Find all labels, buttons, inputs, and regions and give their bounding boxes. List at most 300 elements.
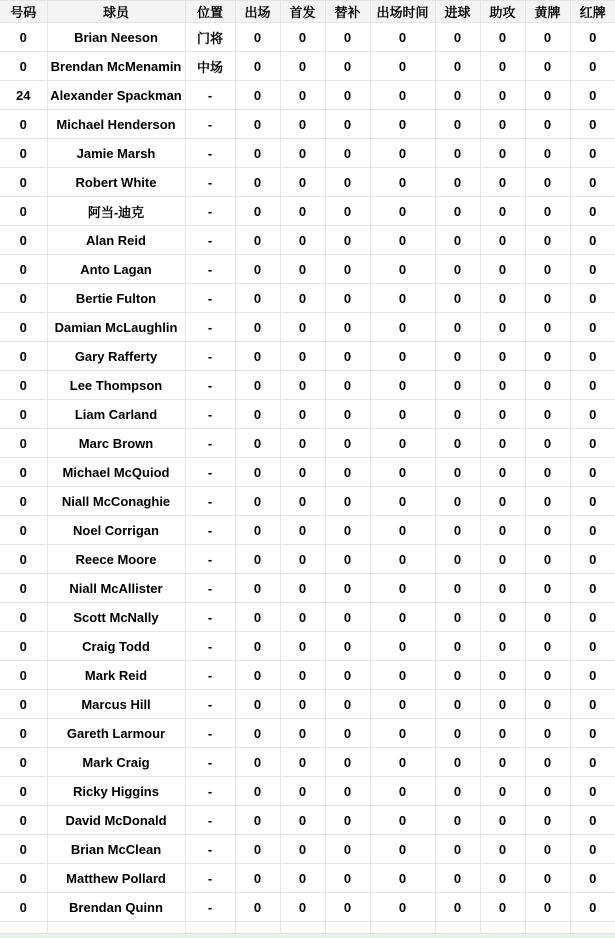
empty-cell (235, 922, 280, 934)
cell-yellow: 0 (525, 574, 570, 603)
cell-red: 0 (570, 632, 615, 661)
cell-starts: 0 (280, 719, 325, 748)
cell-goals: 0 (435, 313, 480, 342)
table-row (0, 690, 615, 719)
cell-subs: 0 (325, 487, 370, 516)
cell-assists: 0 (480, 632, 525, 661)
cell-starts: 0 (280, 168, 325, 197)
cell-player: Niall McAllister (47, 574, 185, 603)
cell-player: Reece Moore (47, 545, 185, 574)
cell-subs: 0 (325, 545, 370, 574)
cell-starts: 0 (280, 487, 325, 516)
cell-yellow: 0 (525, 661, 570, 690)
cell-position: - (185, 400, 235, 429)
table-row (0, 458, 615, 487)
cell-player: Alan Reid (47, 226, 185, 255)
cell-yellow: 0 (525, 284, 570, 313)
cell-number: 0 (0, 400, 47, 429)
cell-assists: 0 (480, 574, 525, 603)
cell-yellow: 0 (525, 806, 570, 835)
cell-minutes: 0 (370, 110, 435, 139)
cell-position: - (185, 255, 235, 284)
cell-minutes: 0 (370, 516, 435, 545)
cell-goals: 0 (435, 81, 480, 110)
cell-appearances: 0 (235, 23, 280, 52)
cell-appearances: 0 (235, 429, 280, 458)
cell-minutes: 0 (370, 661, 435, 690)
cell-player: Brendan Quinn (47, 893, 185, 922)
cell-appearances: 0 (235, 52, 280, 81)
cell-minutes: 0 (370, 313, 435, 342)
cell-position: 门将 (185, 23, 235, 52)
cell-yellow: 0 (525, 168, 570, 197)
cell-position: - (185, 661, 235, 690)
cell-appearances: 0 (235, 458, 280, 487)
cell-subs: 0 (325, 255, 370, 284)
cell-player: Craig Todd (47, 632, 185, 661)
cell-number: 0 (0, 632, 47, 661)
cell-minutes: 0 (370, 400, 435, 429)
cell-appearances: 0 (235, 574, 280, 603)
cell-assists: 0 (480, 893, 525, 922)
empty-cell (525, 922, 570, 934)
cell-goals: 0 (435, 893, 480, 922)
cell-minutes: 0 (370, 255, 435, 284)
table-row (0, 777, 615, 806)
cell-number: 0 (0, 168, 47, 197)
cell-subs: 0 (325, 835, 370, 864)
cell-minutes: 0 (370, 806, 435, 835)
cell-position: - (185, 342, 235, 371)
cell-minutes: 0 (370, 574, 435, 603)
cell-starts: 0 (280, 429, 325, 458)
table-row (0, 139, 615, 168)
cell-yellow: 0 (525, 226, 570, 255)
cell-appearances: 0 (235, 81, 280, 110)
table-row (0, 81, 615, 110)
cell-number: 0 (0, 23, 47, 52)
cell-subs: 0 (325, 23, 370, 52)
cell-position: - (185, 806, 235, 835)
cell-appearances: 0 (235, 197, 280, 226)
cell-appearances: 0 (235, 835, 280, 864)
cell-position: - (185, 690, 235, 719)
cell-appearances: 0 (235, 168, 280, 197)
empty-cell (570, 922, 615, 934)
cell-position: - (185, 139, 235, 168)
cell-assists: 0 (480, 197, 525, 226)
cell-position: - (185, 458, 235, 487)
cell-subs: 0 (325, 429, 370, 458)
cell-minutes: 0 (370, 777, 435, 806)
cell-appearances: 0 (235, 342, 280, 371)
cell-goals: 0 (435, 139, 480, 168)
table-row (0, 313, 615, 342)
cell-player: Liam Carland (47, 400, 185, 429)
cell-number: 0 (0, 313, 47, 342)
cell-minutes: 0 (370, 197, 435, 226)
column-header-starts: 首发 (280, 1, 325, 23)
cell-player: Scott McNally (47, 603, 185, 632)
cell-starts: 0 (280, 313, 325, 342)
cell-goals: 0 (435, 458, 480, 487)
cell-goals: 0 (435, 52, 480, 81)
cell-subs: 0 (325, 284, 370, 313)
cell-assists: 0 (480, 835, 525, 864)
cell-starts: 0 (280, 603, 325, 632)
cell-number: 0 (0, 197, 47, 226)
cell-goals: 0 (435, 748, 480, 777)
cell-starts: 0 (280, 661, 325, 690)
cell-yellow: 0 (525, 429, 570, 458)
cell-player: Bertie Fulton (47, 284, 185, 313)
cell-position: - (185, 719, 235, 748)
cell-red: 0 (570, 458, 615, 487)
table-row (0, 110, 615, 139)
cell-goals: 0 (435, 632, 480, 661)
cell-yellow: 0 (525, 487, 570, 516)
cell-player: Brian McClean (47, 835, 185, 864)
cell-position: - (185, 284, 235, 313)
cell-subs: 0 (325, 458, 370, 487)
cell-assists: 0 (480, 23, 525, 52)
cell-number: 0 (0, 574, 47, 603)
table-row (0, 806, 615, 835)
cell-goals: 0 (435, 23, 480, 52)
cell-red: 0 (570, 197, 615, 226)
cell-number: 0 (0, 603, 47, 632)
cell-subs: 0 (325, 400, 370, 429)
cell-red: 0 (570, 545, 615, 574)
cell-red: 0 (570, 284, 615, 313)
table-row (0, 400, 615, 429)
cell-position: - (185, 864, 235, 893)
cell-appearances: 0 (235, 313, 280, 342)
cell-assists: 0 (480, 313, 525, 342)
cell-red: 0 (570, 690, 615, 719)
cell-starts: 0 (280, 516, 325, 545)
cell-appearances: 0 (235, 748, 280, 777)
cell-minutes: 0 (370, 52, 435, 81)
cell-position: - (185, 81, 235, 110)
cell-appearances: 0 (235, 719, 280, 748)
page-background-strip (0, 934, 615, 938)
cell-number: 0 (0, 226, 47, 255)
empty-cell (480, 922, 525, 934)
empty-row (0, 922, 615, 934)
table-row (0, 255, 615, 284)
cell-position: - (185, 893, 235, 922)
cell-red: 0 (570, 429, 615, 458)
cell-position: - (185, 777, 235, 806)
cell-player: Mark Reid (47, 661, 185, 690)
cell-number: 0 (0, 893, 47, 922)
cell-position: - (185, 835, 235, 864)
cell-red: 0 (570, 139, 615, 168)
cell-appearances: 0 (235, 864, 280, 893)
cell-assists: 0 (480, 864, 525, 893)
cell-minutes: 0 (370, 284, 435, 313)
cell-assists: 0 (480, 342, 525, 371)
cell-minutes: 0 (370, 23, 435, 52)
cell-subs: 0 (325, 893, 370, 922)
cell-yellow: 0 (525, 110, 570, 139)
table-row (0, 574, 615, 603)
cell-assists: 0 (480, 110, 525, 139)
cell-starts: 0 (280, 893, 325, 922)
cell-goals: 0 (435, 545, 480, 574)
cell-assists: 0 (480, 81, 525, 110)
cell-minutes: 0 (370, 226, 435, 255)
table-row (0, 893, 615, 922)
cell-player: Marcus Hill (47, 690, 185, 719)
cell-number: 0 (0, 458, 47, 487)
cell-minutes: 0 (370, 139, 435, 168)
cell-appearances: 0 (235, 139, 280, 168)
cell-assists: 0 (480, 487, 525, 516)
cell-subs: 0 (325, 168, 370, 197)
cell-yellow: 0 (525, 52, 570, 81)
cell-number: 0 (0, 748, 47, 777)
cell-yellow: 0 (525, 864, 570, 893)
cell-player: Lee Thompson (47, 371, 185, 400)
cell-yellow: 0 (525, 255, 570, 284)
cell-number: 0 (0, 110, 47, 139)
cell-goals: 0 (435, 284, 480, 313)
cell-number: 0 (0, 661, 47, 690)
cell-goals: 0 (435, 226, 480, 255)
cell-appearances: 0 (235, 603, 280, 632)
cell-minutes: 0 (370, 719, 435, 748)
column-header-subs: 替补 (325, 1, 370, 23)
cell-red: 0 (570, 806, 615, 835)
cell-player: Mark Craig (47, 748, 185, 777)
cell-starts: 0 (280, 458, 325, 487)
table-row (0, 284, 615, 313)
cell-number: 0 (0, 806, 47, 835)
cell-assists: 0 (480, 226, 525, 255)
cell-number: 0 (0, 864, 47, 893)
cell-appearances: 0 (235, 893, 280, 922)
cell-starts: 0 (280, 690, 325, 719)
empty-cell (325, 922, 370, 934)
table-row (0, 23, 615, 52)
cell-goals: 0 (435, 516, 480, 545)
table-row (0, 168, 615, 197)
table-row (0, 719, 615, 748)
cell-player: Noel Corrigan (47, 516, 185, 545)
cell-goals: 0 (435, 110, 480, 139)
cell-number: 0 (0, 52, 47, 81)
cell-red: 0 (570, 719, 615, 748)
cell-player: Matthew Pollard (47, 864, 185, 893)
cell-position: - (185, 168, 235, 197)
cell-minutes: 0 (370, 864, 435, 893)
cell-number: 0 (0, 719, 47, 748)
cell-minutes: 0 (370, 429, 435, 458)
cell-player: Michael McQuiod (47, 458, 185, 487)
cell-red: 0 (570, 371, 615, 400)
cell-number: 24 (0, 81, 47, 110)
cell-player: Ricky Higgins (47, 777, 185, 806)
cell-yellow: 0 (525, 893, 570, 922)
cell-red: 0 (570, 777, 615, 806)
cell-appearances: 0 (235, 690, 280, 719)
cell-assists: 0 (480, 400, 525, 429)
cell-starts: 0 (280, 806, 325, 835)
cell-goals: 0 (435, 864, 480, 893)
cell-appearances: 0 (235, 226, 280, 255)
cell-minutes: 0 (370, 690, 435, 719)
cell-starts: 0 (280, 52, 325, 81)
cell-number: 0 (0, 342, 47, 371)
cell-starts: 0 (280, 632, 325, 661)
column-header-appearances: 出场 (235, 1, 280, 23)
cell-yellow: 0 (525, 458, 570, 487)
table-row (0, 603, 615, 632)
cell-appearances: 0 (235, 487, 280, 516)
column-header-player: 球员 (47, 1, 185, 23)
cell-minutes: 0 (370, 168, 435, 197)
table-row (0, 864, 615, 893)
cell-appearances: 0 (235, 284, 280, 313)
cell-player: Damian McLaughlin (47, 313, 185, 342)
cell-number: 0 (0, 690, 47, 719)
cell-subs: 0 (325, 603, 370, 632)
cell-red: 0 (570, 661, 615, 690)
cell-red: 0 (570, 226, 615, 255)
cell-starts: 0 (280, 371, 325, 400)
cell-assists: 0 (480, 661, 525, 690)
cell-red: 0 (570, 81, 615, 110)
cell-yellow: 0 (525, 632, 570, 661)
cell-subs: 0 (325, 139, 370, 168)
cell-player: Niall McConaghie (47, 487, 185, 516)
cell-red: 0 (570, 313, 615, 342)
cell-yellow: 0 (525, 139, 570, 168)
cell-assists: 0 (480, 458, 525, 487)
cell-starts: 0 (280, 284, 325, 313)
cell-yellow: 0 (525, 777, 570, 806)
cell-subs: 0 (325, 864, 370, 893)
cell-yellow: 0 (525, 835, 570, 864)
cell-player: Marc Brown (47, 429, 185, 458)
cell-minutes: 0 (370, 893, 435, 922)
cell-number: 0 (0, 487, 47, 516)
cell-minutes: 0 (370, 748, 435, 777)
cell-yellow: 0 (525, 197, 570, 226)
cell-yellow: 0 (525, 719, 570, 748)
cell-appearances: 0 (235, 632, 280, 661)
cell-subs: 0 (325, 748, 370, 777)
cell-player: Gareth Larmour (47, 719, 185, 748)
table-row (0, 545, 615, 574)
cell-position: - (185, 197, 235, 226)
cell-subs: 0 (325, 516, 370, 545)
cell-assists: 0 (480, 371, 525, 400)
cell-assists: 0 (480, 139, 525, 168)
cell-goals: 0 (435, 719, 480, 748)
cell-starts: 0 (280, 255, 325, 284)
cell-starts: 0 (280, 545, 325, 574)
cell-assists: 0 (480, 690, 525, 719)
cell-goals: 0 (435, 835, 480, 864)
cell-assists: 0 (480, 603, 525, 632)
table-row (0, 516, 615, 545)
cell-number: 0 (0, 835, 47, 864)
cell-subs: 0 (325, 110, 370, 139)
empty-cell (185, 922, 235, 934)
cell-subs: 0 (325, 371, 370, 400)
cell-minutes: 0 (370, 835, 435, 864)
cell-red: 0 (570, 342, 615, 371)
cell-minutes: 0 (370, 342, 435, 371)
cell-starts: 0 (280, 748, 325, 777)
cell-position: - (185, 226, 235, 255)
cell-assists: 0 (480, 429, 525, 458)
cell-number: 0 (0, 139, 47, 168)
cell-number: 0 (0, 429, 47, 458)
table-row (0, 487, 615, 516)
cell-subs: 0 (325, 719, 370, 748)
cell-appearances: 0 (235, 516, 280, 545)
cell-number: 0 (0, 371, 47, 400)
cell-appearances: 0 (235, 371, 280, 400)
cell-position: - (185, 313, 235, 342)
table-row (0, 371, 615, 400)
cell-assists: 0 (480, 777, 525, 806)
cell-red: 0 (570, 400, 615, 429)
cell-assists: 0 (480, 748, 525, 777)
cell-player: Gary Rafferty (47, 342, 185, 371)
cell-position: - (185, 110, 235, 139)
column-header-yellow: 黄牌 (525, 1, 570, 23)
cell-subs: 0 (325, 197, 370, 226)
column-header-position: 位置 (185, 1, 235, 23)
table-row (0, 748, 615, 777)
column-header-number: 号码 (0, 1, 47, 23)
cell-red: 0 (570, 574, 615, 603)
cell-starts: 0 (280, 400, 325, 429)
cell-player: Alexander Spackman (47, 81, 185, 110)
cell-red: 0 (570, 110, 615, 139)
cell-starts: 0 (280, 342, 325, 371)
empty-cell (370, 922, 435, 934)
cell-position: - (185, 545, 235, 574)
cell-number: 0 (0, 516, 47, 545)
cell-subs: 0 (325, 342, 370, 371)
cell-position: - (185, 632, 235, 661)
cell-subs: 0 (325, 777, 370, 806)
cell-red: 0 (570, 487, 615, 516)
header-row (0, 1, 615, 23)
cell-assists: 0 (480, 545, 525, 574)
cell-number: 0 (0, 777, 47, 806)
cell-starts: 0 (280, 197, 325, 226)
cell-appearances: 0 (235, 661, 280, 690)
column-header-goals: 进球 (435, 1, 480, 23)
cell-starts: 0 (280, 864, 325, 893)
cell-assists: 0 (480, 52, 525, 81)
cell-yellow: 0 (525, 342, 570, 371)
cell-subs: 0 (325, 806, 370, 835)
cell-player: Brendan McMenamin (47, 52, 185, 81)
cell-position: - (185, 371, 235, 400)
table-row (0, 52, 615, 81)
cell-appearances: 0 (235, 806, 280, 835)
cell-minutes: 0 (370, 603, 435, 632)
cell-subs: 0 (325, 632, 370, 661)
